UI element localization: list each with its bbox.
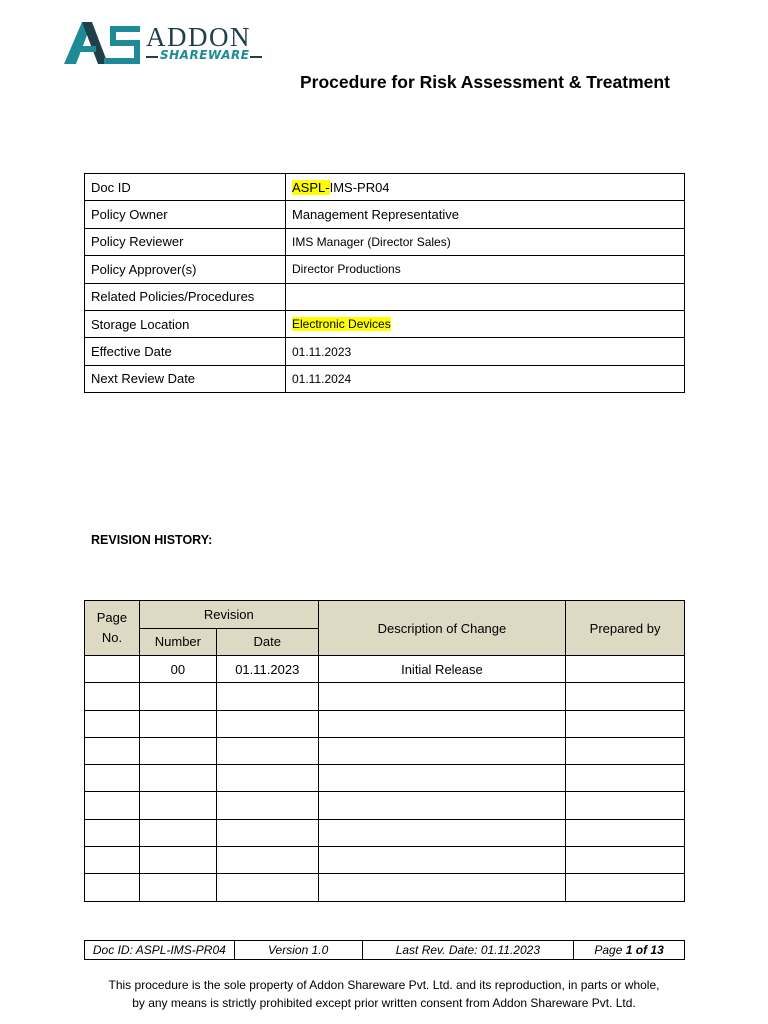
info-row-next-review-date [85, 365, 685, 392]
revision-cell [216, 710, 318, 737]
header-prepared-by: Prepared by [566, 601, 685, 656]
revision-cell [85, 819, 140, 846]
revision-cell [318, 874, 565, 901]
info-label: Effective Date [85, 338, 286, 365]
revision-cell [566, 874, 685, 901]
revision-cell [566, 765, 685, 792]
notice-line-1: This procedure is the sole property of Addon Shareware Pvt. Ltd. and its reproduction, in parts or whole, [108, 978, 660, 992]
info-label: Policy Approver(s) [85, 256, 286, 283]
company-logo [64, 18, 274, 70]
revision-row [85, 819, 685, 846]
info-label: Related Policies/Procedures [85, 283, 286, 310]
footer-page-number: Page 1 of 13 [574, 941, 685, 960]
document-title: Procedure for Risk Assessment & Treatment [300, 72, 670, 92]
revision-cell [216, 874, 318, 901]
footer-last-rev-date: Last Rev. Date: 01.11.2023 [362, 941, 574, 960]
header-revision: Revision [139, 601, 318, 629]
revision-cell [85, 874, 140, 901]
header-date: Date [216, 628, 318, 656]
info-value: ASPL-IMS-PR04 [286, 174, 685, 201]
revision-cell [216, 792, 318, 819]
header-number: Number [139, 628, 216, 656]
revision-cell [216, 847, 318, 874]
revision-cell [318, 819, 565, 846]
revision-history-table [84, 600, 685, 902]
revision-cell [318, 737, 565, 764]
footer-version: Version 1.0 [234, 941, 362, 960]
revision-cell [139, 874, 216, 901]
document-info-table [84, 173, 685, 393]
revision-cell: 01.11.2023 [216, 656, 318, 683]
info-value: IMS Manager (Director Sales) [286, 228, 685, 255]
page-footer-table [84, 940, 685, 960]
revision-cell [216, 683, 318, 710]
revision-row [85, 874, 685, 901]
revision-cell [139, 683, 216, 710]
info-label: Policy Owner [85, 201, 286, 228]
revision-cell [85, 847, 140, 874]
revision-history-heading: REVISION HISTORY: [91, 533, 213, 547]
revision-cell [139, 737, 216, 764]
revision-cell [566, 656, 685, 683]
revision-cell [318, 765, 565, 792]
info-row-effective-date [85, 338, 685, 365]
info-value: 01.11.2023 [286, 338, 685, 365]
revision-cell [566, 737, 685, 764]
revision-cell: 00 [139, 656, 216, 683]
revision-cell [139, 847, 216, 874]
logo-subtitle: SHAREWARE [146, 48, 266, 64]
info-label: Storage Location [85, 310, 286, 337]
footer-doc-id: Doc ID: ASPL-IMS-PR04 [85, 941, 235, 960]
revision-cell [318, 683, 565, 710]
revision-cell [85, 656, 140, 683]
revision-cell [85, 765, 140, 792]
info-label: Doc ID [85, 174, 286, 201]
revision-cell [566, 792, 685, 819]
info-label: Next Review Date [85, 365, 286, 392]
revision-cell [85, 683, 140, 710]
info-value: Management Representative [286, 201, 685, 228]
revision-row [85, 737, 685, 764]
revision-row [85, 847, 685, 874]
revision-row [85, 683, 685, 710]
revision-cell [139, 710, 216, 737]
revision-cell [85, 792, 140, 819]
info-row-related-policies [85, 283, 685, 310]
info-row-policy-approver [85, 256, 685, 283]
revision-cell [85, 737, 140, 764]
info-row-policy-reviewer [85, 228, 685, 255]
revision-cell [216, 737, 318, 764]
revision-cell [216, 819, 318, 846]
revision-cell [216, 765, 318, 792]
revision-row [85, 765, 685, 792]
revision-cell [85, 710, 140, 737]
info-row-policy-owner [85, 201, 685, 228]
logo-wordmark: ADDON [146, 22, 251, 52]
info-row-storage-location [85, 310, 685, 337]
revision-cell [566, 819, 685, 846]
revision-cell [566, 683, 685, 710]
revision-row [85, 656, 685, 683]
revision-cell [318, 792, 565, 819]
info-value: Electronic Devices [286, 310, 685, 337]
info-label: Policy Reviewer [85, 228, 286, 255]
logo-mark-icon [64, 18, 144, 68]
revision-row [85, 792, 685, 819]
revision-cell [139, 792, 216, 819]
header-page-no: Page No. [85, 601, 140, 656]
revision-cell [318, 847, 565, 874]
confidentiality-notice [60, 976, 708, 1012]
revision-cell: Initial Release [318, 656, 565, 683]
revision-cell [318, 710, 565, 737]
info-value [286, 283, 685, 310]
revision-row [85, 710, 685, 737]
revision-cell [139, 765, 216, 792]
revision-cell [139, 819, 216, 846]
revision-cell [566, 847, 685, 874]
info-value: 01.11.2024 [286, 365, 685, 392]
info-row-doc-id [85, 174, 685, 201]
notice-line-2: by any means is strictly prohibited except prior written consent from Addon Shareware Pvt. Ltd. [132, 996, 636, 1010]
info-value: Director Productions [286, 256, 685, 283]
revision-cell [566, 710, 685, 737]
header-description: Description of Change [318, 601, 565, 656]
